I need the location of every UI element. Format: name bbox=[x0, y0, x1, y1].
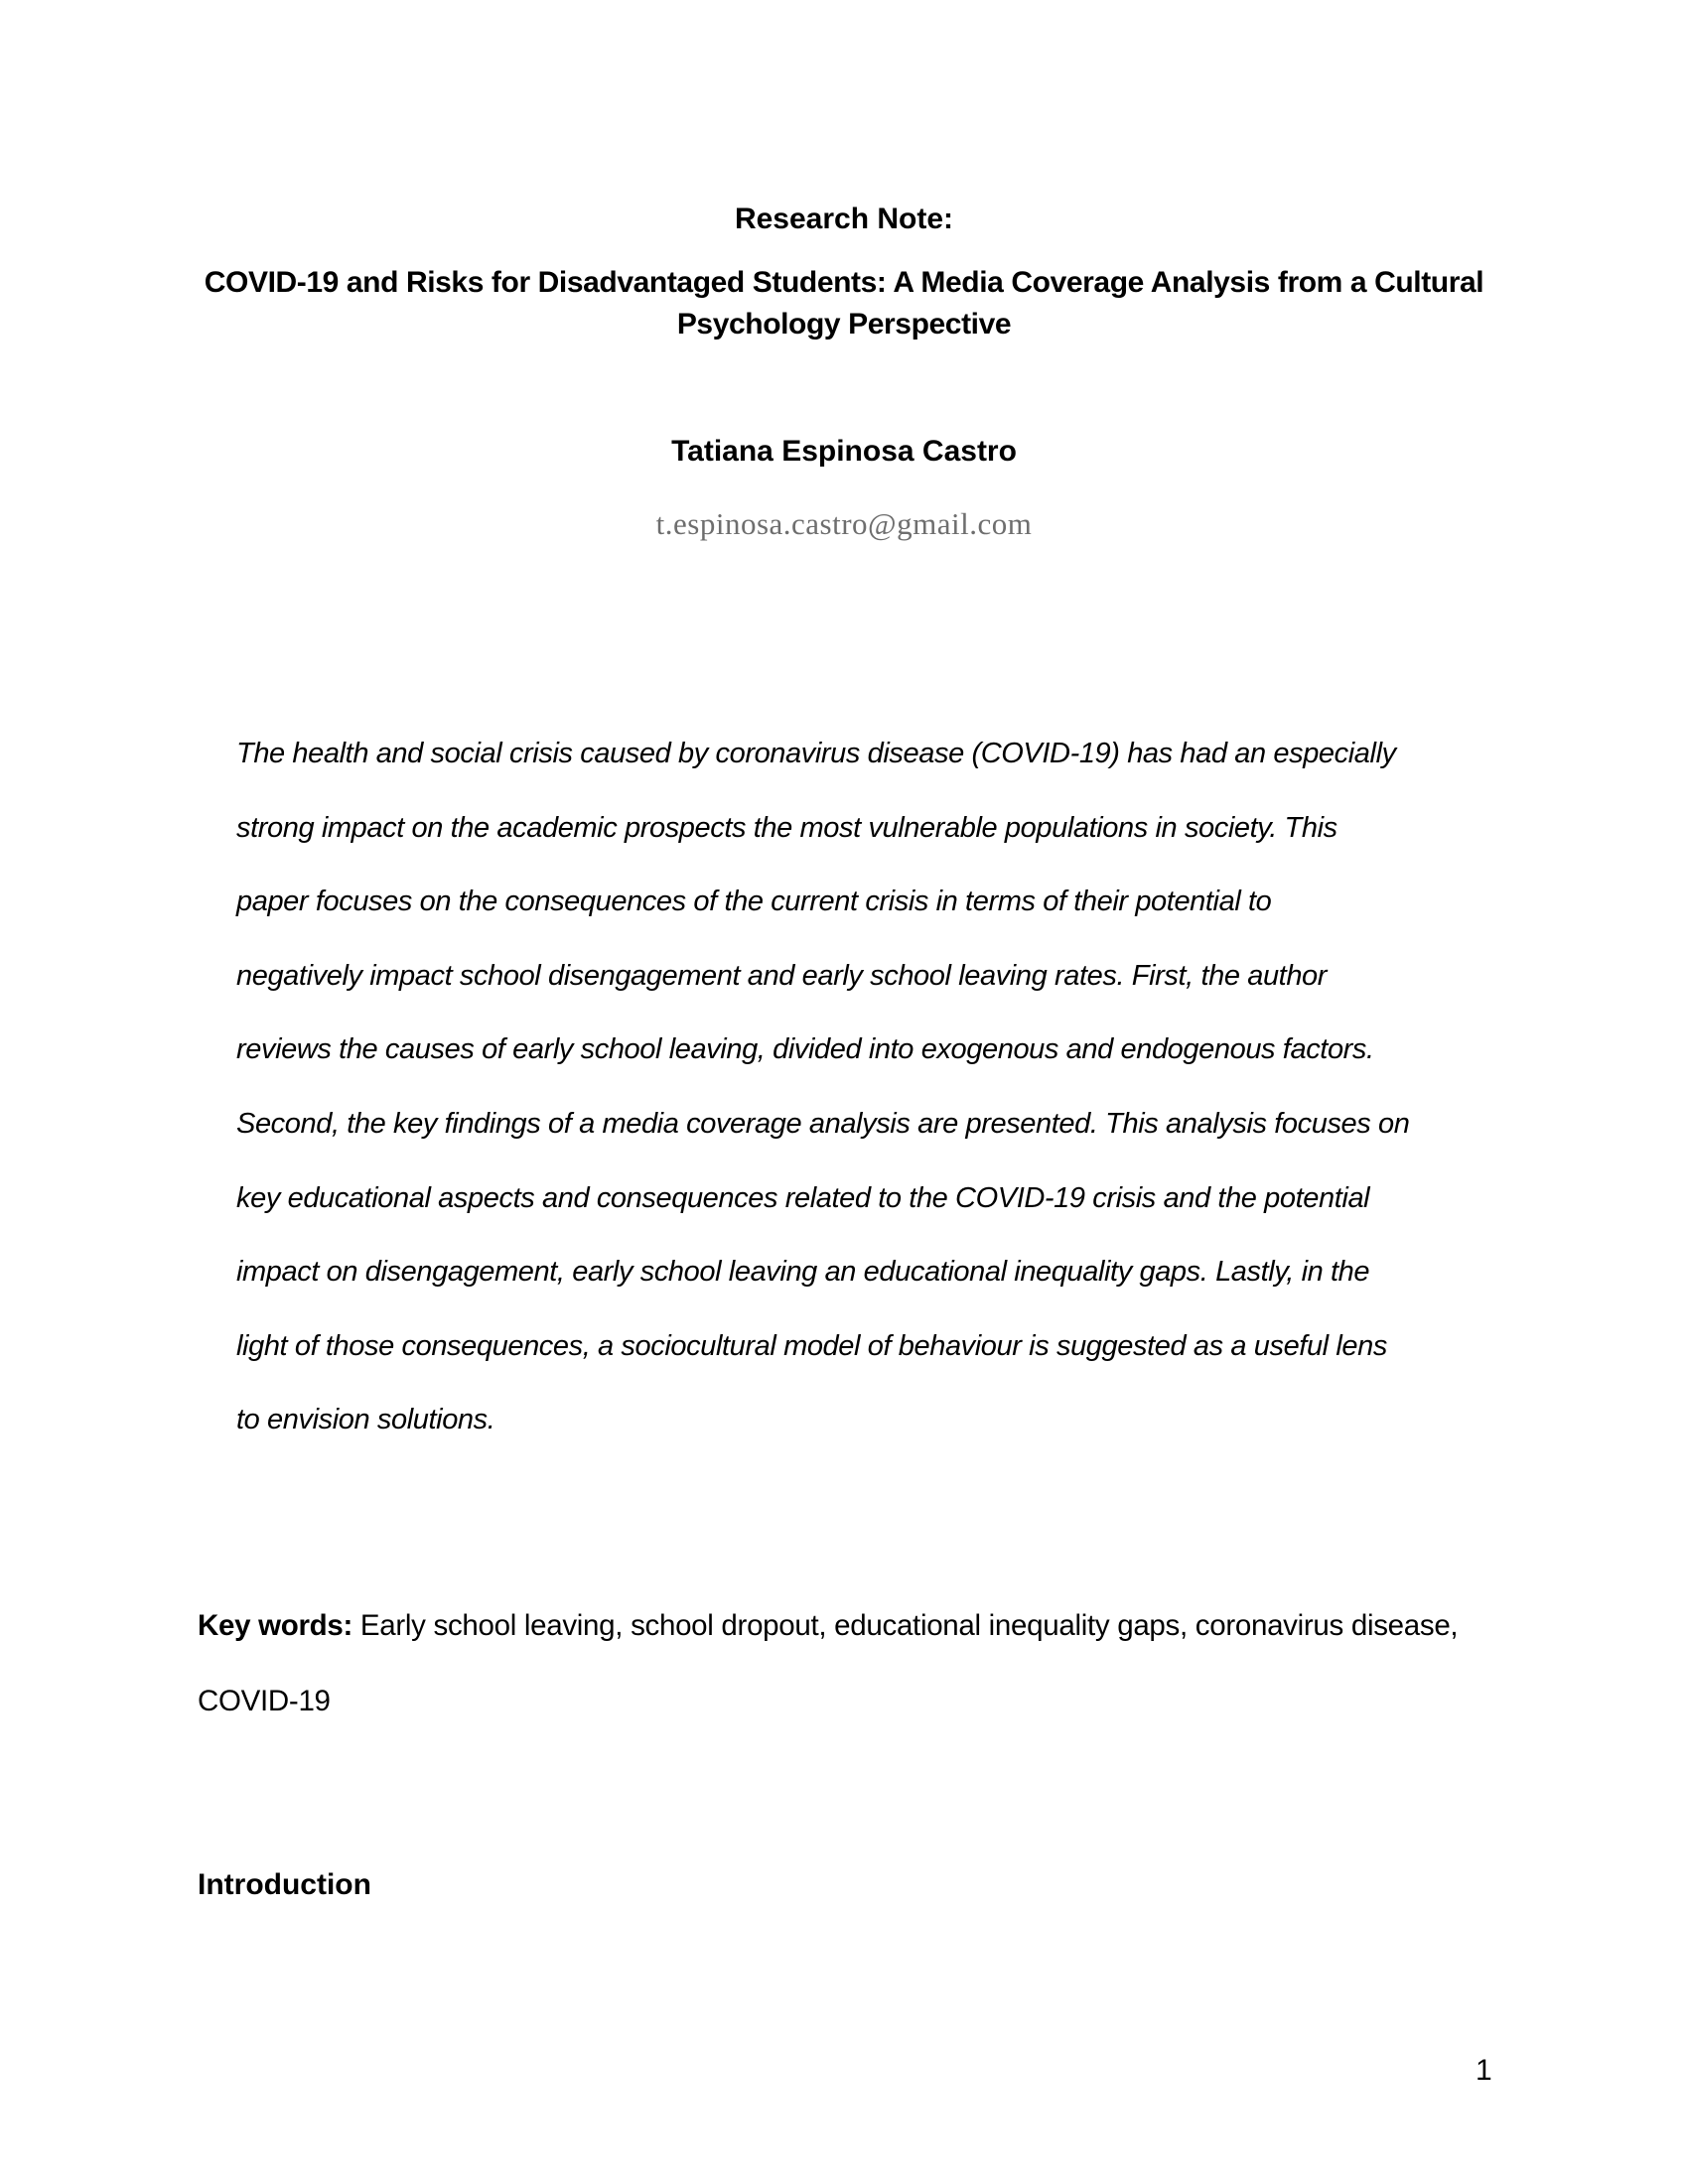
author-name: Tatiana Espinosa Castro bbox=[671, 435, 1017, 468]
paper-title bbox=[0, 262, 1688, 345]
abstract-line: to envision solutions. bbox=[236, 1404, 495, 1436]
page-number: 1 bbox=[1476, 2054, 1492, 2087]
introduction-heading: Introduction bbox=[198, 1868, 371, 1901]
author-email: t.espinosa.castro@gmail.com bbox=[655, 506, 1033, 541]
abstract-line: negatively impact school disengagement and early school leaving rates. First, the author bbox=[236, 959, 1328, 992]
abstract-line: reviews the causes of early school leaving, divided into exogenous and endogenous factors. bbox=[236, 1033, 1374, 1066]
paper-title-line-2: Psychology Perspective bbox=[676, 308, 1012, 341]
abstract-line: The health and social crisis caused by coronavirus disease (COVID-19) has had an especially bbox=[236, 738, 1396, 769]
abstract-line: impact on disengagement, early school leaving an educational inequality gaps. Lastly, in the bbox=[236, 1256, 1370, 1289]
abstract-line: light of those consequences, a sociocultural model of behaviour is suggested as a useful lens bbox=[236, 1329, 1387, 1362]
abstract-line: Second, the key findings of a media coverage analysis are presented. This analysis focuses on bbox=[236, 1107, 1410, 1140]
paper-title-line-1: COVID-19 and Risks for Disadvantaged Students: A Media Coverage Analysis from a Cultural bbox=[204, 266, 1484, 299]
keywords-line-1 bbox=[198, 1588, 1568, 1664]
keywords-block bbox=[198, 1588, 1568, 1739]
keywords-list: Early school leaving, school dropout, educational inequality gaps, coronavirus disease, bbox=[352, 1609, 1459, 1642]
abstract-paragraph bbox=[236, 717, 1468, 1457]
keywords-label: Key words: bbox=[198, 1609, 353, 1642]
research-note-heading: Research Note: bbox=[734, 203, 954, 235]
abstract-line: key educational aspects and consequences related to the COVID-19 crisis and the potential bbox=[236, 1181, 1370, 1214]
abstract-line: strong impact on the academic prospects the most vulnerable populations in society. This bbox=[236, 811, 1337, 844]
abstract-line: paper focuses on the consequences of the current crisis in terms of their potential to bbox=[236, 886, 1272, 918]
keywords-line-2: COVID-19 bbox=[198, 1685, 331, 1717]
